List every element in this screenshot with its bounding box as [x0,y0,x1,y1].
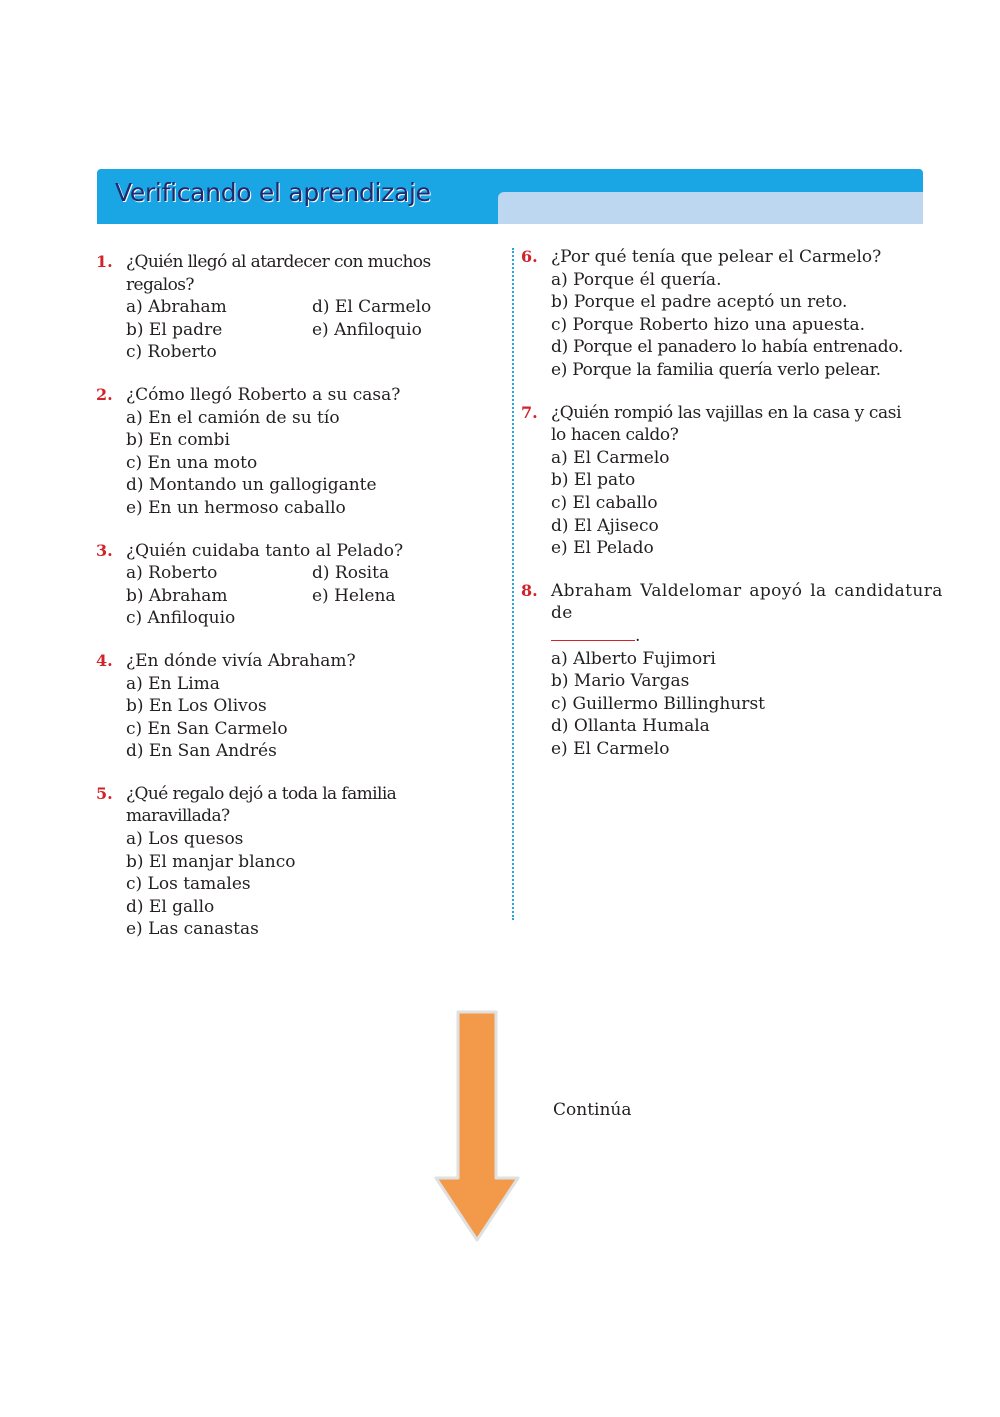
question-8 [521,580,945,761]
answer-option[interactable]: e) Anfiloquio [312,319,422,340]
answer-option[interactable]: d) Porque el panadero lo había entrenado. [551,337,904,358]
question-number: 2. [96,384,113,404]
continue-label: Continúa [553,1100,632,1120]
answer-option[interactable]: c) Roberto [126,342,217,363]
answer-option[interactable]: a) Los quesos [126,829,244,850]
answer-options [126,673,496,763]
question-number: 7. [521,402,538,422]
questions-right-column [521,246,945,780]
answer-option[interactable]: e) El Pelado [551,538,654,559]
question-text: ¿Quién cuidaba tanto al Pelado? [126,540,404,561]
question-number: 8. [521,580,538,600]
answer-options [551,269,945,382]
question-number: 4. [96,650,113,670]
answer-option[interactable]: a) En el camión de su tío [126,407,340,428]
answer-option[interactable]: b) Mario Vargas [551,671,690,692]
answer-options [126,562,496,630]
answer-option[interactable]: d) El Ajiseco [551,515,659,536]
down-arrow-graphic [434,1010,520,1242]
answer-options [126,828,496,941]
question-text: ¿Quién llegó al atardecer con muchos regalos? [126,252,431,295]
answer-option[interactable]: c) Guillermo Billinghurst [551,693,765,714]
answer-option[interactable]: e) Helena [312,585,396,606]
question-text: ¿Por qué tenía que pelear el Carmelo? [551,247,882,267]
answer-option[interactable]: d) En San Andrés [126,741,277,762]
answer-options [126,296,496,364]
answer-option[interactable]: a) En Lima [126,673,220,694]
answer-option[interactable]: c) Anfiloquio [126,608,236,629]
question-4 [96,650,496,763]
question-number: 6. [521,247,538,266]
answer-option[interactable]: b) El manjar blanco [126,851,296,872]
answer-option[interactable]: b) Abraham [126,585,228,606]
answer-option[interactable]: e) El Carmelo [551,738,670,759]
answer-option[interactable]: b) En Los Olivos [126,696,267,717]
answer-option[interactable]: e) En un hermoso caballo [126,497,346,518]
question-6 [521,246,945,382]
answer-options [551,648,945,761]
answer-option[interactable]: c) El caballo [551,492,658,513]
answer-option[interactable]: a) Porque él quería. [551,269,722,290]
question-1 [96,251,496,364]
question-text: ¿Qué regalo dejó a toda la familia maravillada? [126,783,397,827]
answer-option[interactable]: d) El Carmelo [312,297,432,318]
question-7 [521,402,945,560]
question-text: ¿En dónde vivía Abraham? [126,650,356,671]
answer-option[interactable]: d) El gallo [126,896,215,917]
answer-option[interactable]: b) Porque el padre aceptó un reto. [551,292,848,313]
answer-options [551,447,945,560]
answer-option[interactable]: a) El Carmelo [551,447,670,468]
down-arrow-icon[interactable] [434,1010,520,1242]
question-number: 5. [96,783,113,803]
question-number: 1. [96,252,113,271]
answer-option[interactable]: e) Porque la familia quería verlo pelear. [551,359,881,380]
questions-left-column [96,251,496,961]
answer-option[interactable]: b) El padre [126,319,223,340]
answer-option[interactable]: a) Abraham [126,297,227,318]
question-5 [96,783,496,941]
answer-option[interactable]: c) En San Carmelo [126,718,288,739]
answer-option[interactable]: d) Montando un gallogigante [126,475,377,496]
answer-option[interactable]: c) Los tamales [126,874,251,895]
question-text: ¿Cómo llegó Roberto a su casa? [126,384,401,405]
answer-option[interactable]: b) El pato [551,470,636,491]
question-3 [96,540,496,630]
question-prompt: Abraham Valdelomar apoyó la candidatura de [551,580,943,624]
column-divider [512,248,514,920]
answer-option[interactable]: d) Ollanta Humala [551,716,710,737]
question-end-punctuation: . [635,625,641,646]
answer-option[interactable]: a) Roberto [126,563,218,584]
section-banner-accent [498,192,923,224]
answer-option[interactable]: e) Las canastas [126,919,259,940]
answer-blank[interactable] [551,626,635,641]
answer-option[interactable]: c) En una moto [126,452,258,473]
answer-option[interactable]: a) Alberto Fujimori [551,648,716,669]
question-2 [96,384,496,520]
answer-option[interactable]: c) Porque Roberto hizo una apuesta. [551,314,866,335]
answer-options [126,407,496,520]
section-title: Verificando el aprendizaje [115,178,431,207]
question-text [551,580,945,648]
question-text: ¿Quién rompió las vajillas en la casa y casi lo hacen caldo? [551,402,902,446]
answer-option[interactable]: d) Rosita [312,563,390,584]
answer-option[interactable]: b) En combi [126,430,230,451]
question-number: 3. [96,540,113,560]
